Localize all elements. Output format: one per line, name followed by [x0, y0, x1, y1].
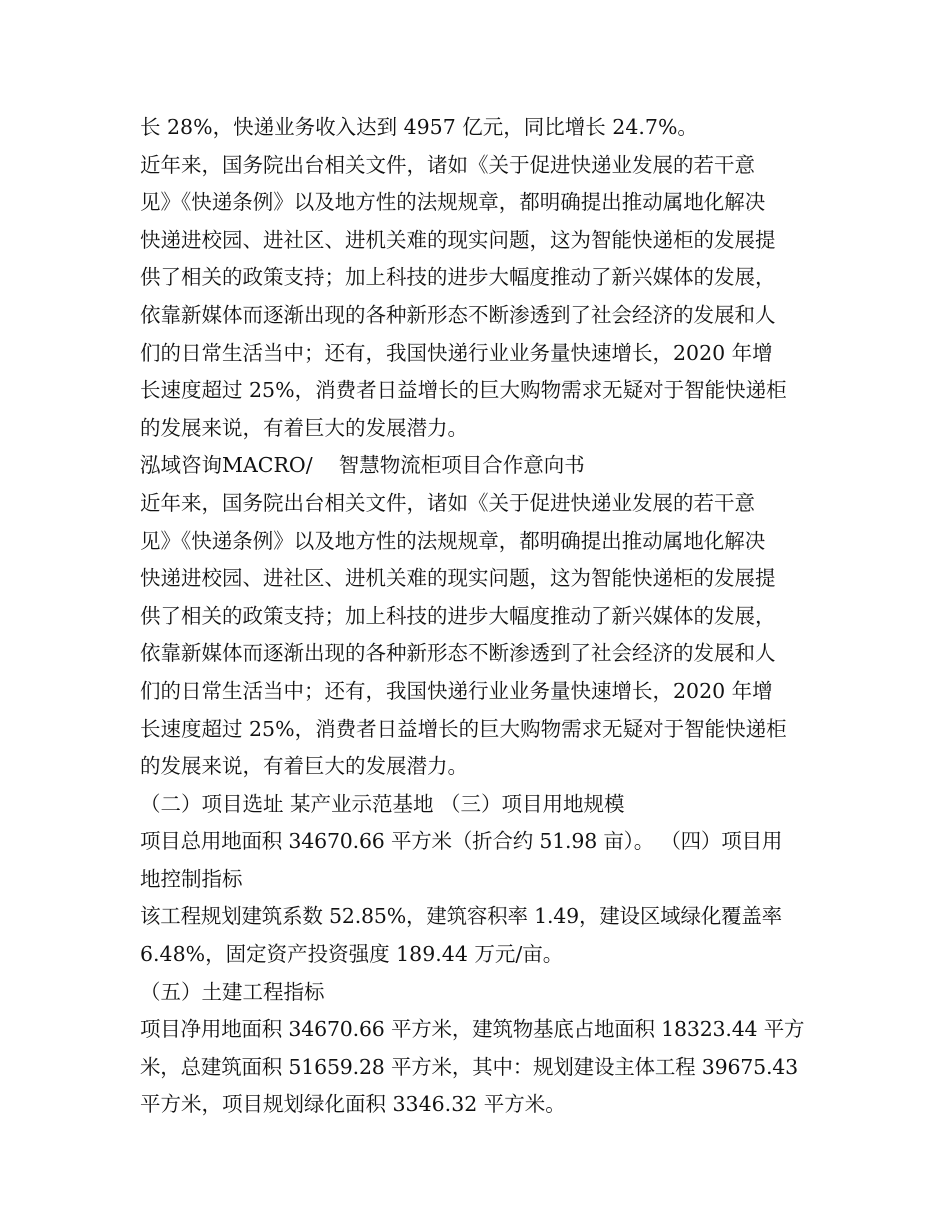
- text-line: 长速度超过 25%，消费者日益增长的巨大购物需求无疑对于智能快递柜: [140, 378, 787, 403]
- text-line: 供了相关的政策支持；加上科技的进步大幅度推动了新兴媒体的发展，: [140, 603, 776, 628]
- text-line: 见》《快递条例》以及地方性的法规规章，都明确提出推动属地化解决: [140, 528, 766, 553]
- text-line: 长速度超过 25%，消费者日益增长的巨大购物需求无疑对于智能快递柜: [140, 716, 787, 741]
- text-line: 们的日常生活当中；还有，我国快递行业业务量快速增长，2020 年增: [140, 340, 773, 365]
- heading-line: （二）项目选址 某产业示范基地 （三）项目用地规模: [140, 791, 625, 816]
- text-line: 的发展来说，有着巨大的发展潜力。: [140, 754, 468, 779]
- text-line: 快递进校园、进社区、进机关难的现实问题，这为智能快递柜的发展提: [140, 566, 776, 591]
- text-line: 近年来，国务院出台相关文件，诸如《关于促进快递业发展的若干意: [140, 490, 755, 515]
- text-line: 该工程规划建筑系数 52.85%，建筑容积率 1.49，建设区域绿化覆盖率: [140, 904, 782, 929]
- text-line: 快递进校园、进社区、进机关难的现实问题，这为智能快递柜的发展提: [140, 227, 776, 252]
- text-line: 米，总建筑面积 51659.28 平方米，其中：规划建设主体工程 39675.43: [140, 1054, 798, 1079]
- text-line: 们的日常生活当中；还有，我国快递行业业务量快速增长，2020 年增: [140, 678, 773, 703]
- text-line: 的发展来说，有着巨大的发展潜力。: [140, 415, 468, 440]
- text-line: 供了相关的政策支持；加上科技的进步大幅度推动了新兴媒体的发展，: [140, 265, 776, 290]
- text-line: 近年来，国务院出台相关文件，诸如《关于促进快递业发展的若干意: [140, 152, 755, 177]
- text-line: 6.48%，固定资产投资强度 189.44 万元/亩。: [140, 942, 564, 967]
- text-line: 地控制指标: [140, 866, 243, 891]
- text-line: 项目总用地面积 34670.66 平方米（折合约 51.98 亩）。 （四）项目用: [140, 829, 783, 854]
- text-line: 依靠新媒体而逐渐出现的各种新形态不断渗透到了社会经济的发展和人: [140, 641, 776, 666]
- section-header-line: 泓域咨询MACRO/ 智慧物流柜项目合作意向书: [140, 453, 585, 478]
- text-line: 长 28%，快递业务收入达到 4957 亿元，同比增长 24.7%。: [140, 115, 698, 139]
- document-body: [140, 109, 815, 1124]
- text-line: 依靠新媒体而逐渐出现的各种新形态不断渗透到了社会经济的发展和人: [140, 302, 776, 327]
- text-line: 见》《快递条例》以及地方性的法规规章，都明确提出推动属地化解决: [140, 190, 766, 215]
- text-line: 平方米，项目规划绿化面积 3346.32 平方米。: [140, 1092, 566, 1117]
- text-line: 项目净用地面积 34670.66 平方米，建筑物基底占地面积 18323.44 平方: [140, 1017, 805, 1042]
- heading-line: （五）土建工程指标: [140, 979, 325, 1004]
